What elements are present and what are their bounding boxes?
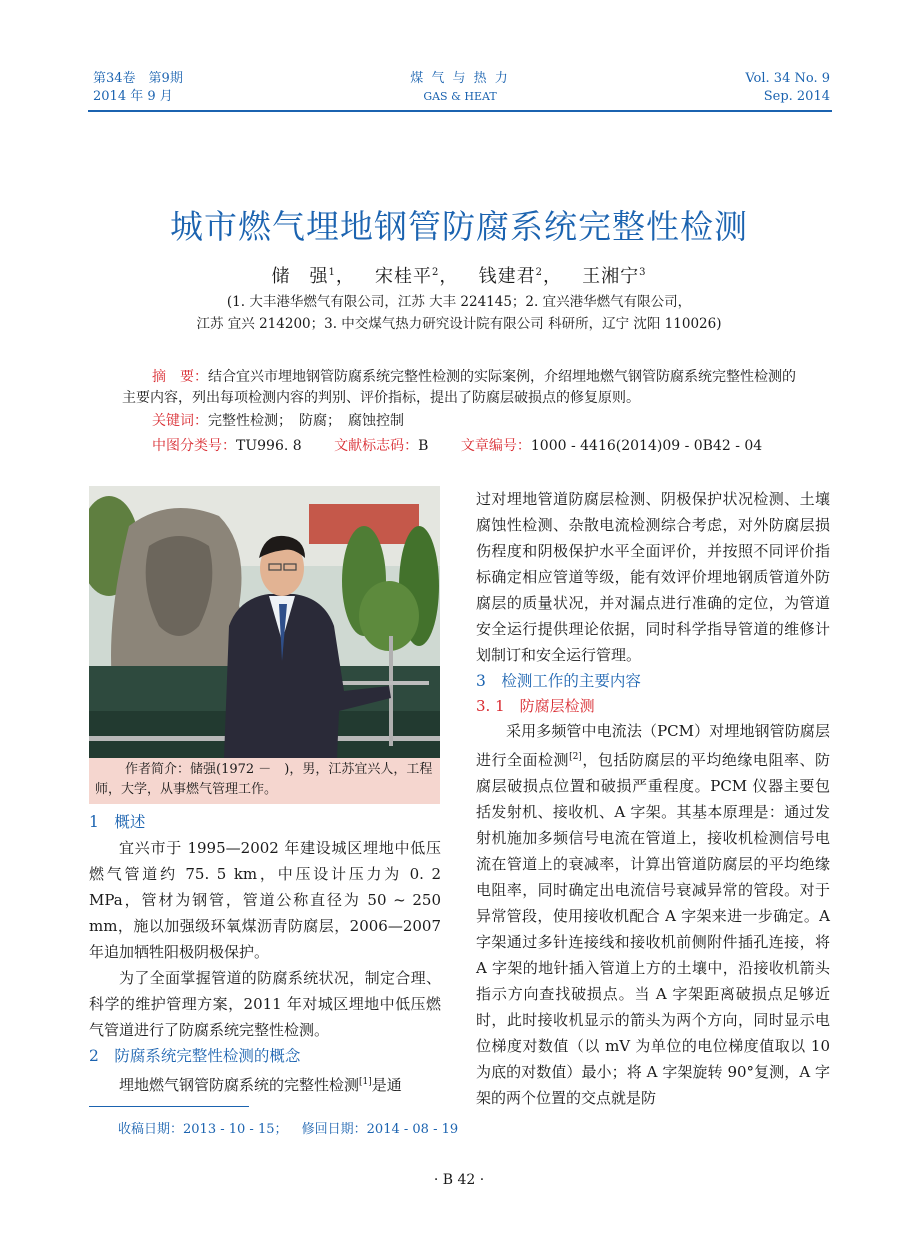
author-4: 王湘宁$^3$: [582, 266, 647, 287]
abstract-text: 结合宜兴市埋地钢管防腐系统完整性检测的实际案例，介绍埋地燃气钢管防腐系统完整性检测的主要内容，列出每项检测内容的判别、评价指标，提出了防腐层破损点的修复原则。: [122, 369, 796, 406]
affiliation-line-1: (1. 大丰港华燃气有限公司，江苏 大丰 224145；2. 宜兴港华燃气有限公司，: [226, 294, 692, 310]
author-photo-image: [89, 486, 440, 758]
classification: [152, 436, 762, 457]
section-1-heading: 1 概述: [89, 813, 146, 831]
volume-issue-cn: 第34卷 第9期: [93, 71, 183, 86]
citation-1: [1]: [359, 1077, 372, 1087]
section-2-paragraph-1-continued: 过对埋地管道防腐层检测、阴极保护状况检测、土壤腐蚀性检测、杂散电流检测综合考虑，对外防腐层损伤程度和阴极保护水平全面评价，并按照不同评价指标确定相应管道等级，能有效评价埋地钢质管道外防腐层的质量状况，并对漏点进行准确的定位，为管道安全运行提供理论依据，同时科学指导管道的维修计划制订和安全运行管理。: [476, 490, 830, 664]
author-2: 宋桂平$^2$: [375, 266, 440, 287]
author-3: 钱建君$^2$: [478, 266, 543, 287]
abstract-label: 摘 要：: [152, 369, 208, 385]
affiliations: [0, 291, 918, 335]
journal-name-en: GAS & HEAT: [423, 90, 497, 103]
journal-volume-issue-en: [690, 70, 830, 106]
section-1-paragraph-1: 宜兴市于 1995—2002 年建设城区埋地中低压燃气管道约 75. 5 km，中压设计压力为 0. 2 MPa，管材为钢管，管道公称直径为 50 ~ 250 mm，施以加强级环氧煤沥青防腐层，2006—2007 年追加牺牲阳极阴极保护。: [89, 839, 441, 961]
citation-2: [2]: [569, 752, 582, 762]
section-3-1-paragraph-1: 采用多频管中电流法（PCM）对埋地钢管防腐层进行全面检测[2]，包括防腐层的平均绝缘电阻率、防腐层破损点位置和破损严重程度。PCM 仪器主要包括发射机、接收机、A 字架。其基本原理是：通过发射机施加多频信号电流在管道上，接收机检测信号电流在管道上的衰减率，计算出管道防腐层的平均绝缘电阻率，同时确定出电流信号衰减异常的管段。对于异常管段，使用接收机配合 A 字架来进一步确定。A 字架通过多针连接线和接收机前侧附件插孔连接，将 A 字架的地针插入管道上方的土壤中，沿接收机箭头指示方向查找破损点。当 A 字架距离破损点足够近时，此时接收机显示的箭头为两个方向，同时显示电位梯度对数值（以 mV 为单位的电位梯度值取以 10 为底的对数值）最小；将 A 字架旋转 90°复测，A 字架的两个位置的交点就是防: [476, 722, 830, 1107]
author-bio-label: 作者简介：: [125, 762, 191, 777]
author-1: 储 强$^1$: [271, 266, 336, 287]
article-no-value: 1000 - 4416(2014)09 - 0B42 - 04: [530, 438, 763, 454]
volume-issue-en: Vol. 34 No. 9: [745, 71, 830, 86]
article-no-label: 文章编号：: [460, 438, 531, 454]
doc-code-value: B: [418, 438, 429, 454]
clc-value: TU996. 8: [236, 438, 302, 454]
revised-date: 2014 - 08 - 19: [366, 1122, 459, 1137]
author-bio: [89, 758, 440, 804]
abstract: [122, 367, 798, 409]
journal-name-cn: 煤 气 与 热 力: [410, 71, 510, 86]
section-3-1-heading: 3. 1 防腐层检测: [476, 697, 595, 715]
footnote-rule: [89, 1106, 249, 1107]
left-column: [89, 809, 441, 1098]
journal-volume-issue: [93, 70, 183, 106]
right-column: [476, 486, 830, 1111]
date-en: Sep. 2014: [763, 89, 830, 104]
keywords: [152, 411, 404, 432]
author-bio-text: 储强(1972 － )，男，江苏宜兴人，工程师，大学，从事燃气管理工作。: [95, 762, 433, 797]
clc-label: 中图分类号：: [152, 438, 236, 454]
journal-name: [380, 70, 540, 106]
date-cn: 2014 年 9 月: [93, 89, 173, 104]
received-date: 2013 - 10 - 15；: [183, 1122, 288, 1137]
section-3-heading: 3 检测工作的主要内容: [476, 672, 641, 690]
revised-label: 修回日期：: [301, 1122, 367, 1137]
article-title: 城市燃气埋地钢管防腐系统完整性检测: [170, 207, 748, 246]
page-number: · B 42 ·: [433, 1172, 485, 1188]
section-2-paragraph-1: 埋地燃气钢管防腐系统的完整性检测[1]是通: [119, 1076, 402, 1094]
doc-code-label: 文献标志码：: [334, 438, 419, 454]
header-rule: [88, 110, 832, 112]
affiliation-line-2: 江苏 宜兴 214200；3. 中交煤气热力研究设计院有限公司 科研所，辽宁 沈阳 110026): [196, 316, 722, 332]
section-1-paragraph-2: 为了全面掌握管道的防腐系统状况，制定合理、科学的维护管理方案，2011 年对城区埋地中低压燃气管道进行了防腐系统完整性检测。: [89, 969, 441, 1039]
received-label: 收稿日期：: [118, 1122, 184, 1137]
keywords-label: 关键词：: [152, 413, 208, 429]
author-list: 储 强$^1$， 宋桂平$^2$， 钱建君$^2$， 王湘宁$^3$: [271, 266, 647, 287]
author-photo: [89, 486, 440, 758]
keywords-text: 完整性检测； 防腐； 腐蚀控制: [208, 413, 404, 429]
article-dates: [118, 1118, 458, 1137]
section-2-heading: 2 防腐系统完整性检测的概念: [89, 1047, 301, 1065]
